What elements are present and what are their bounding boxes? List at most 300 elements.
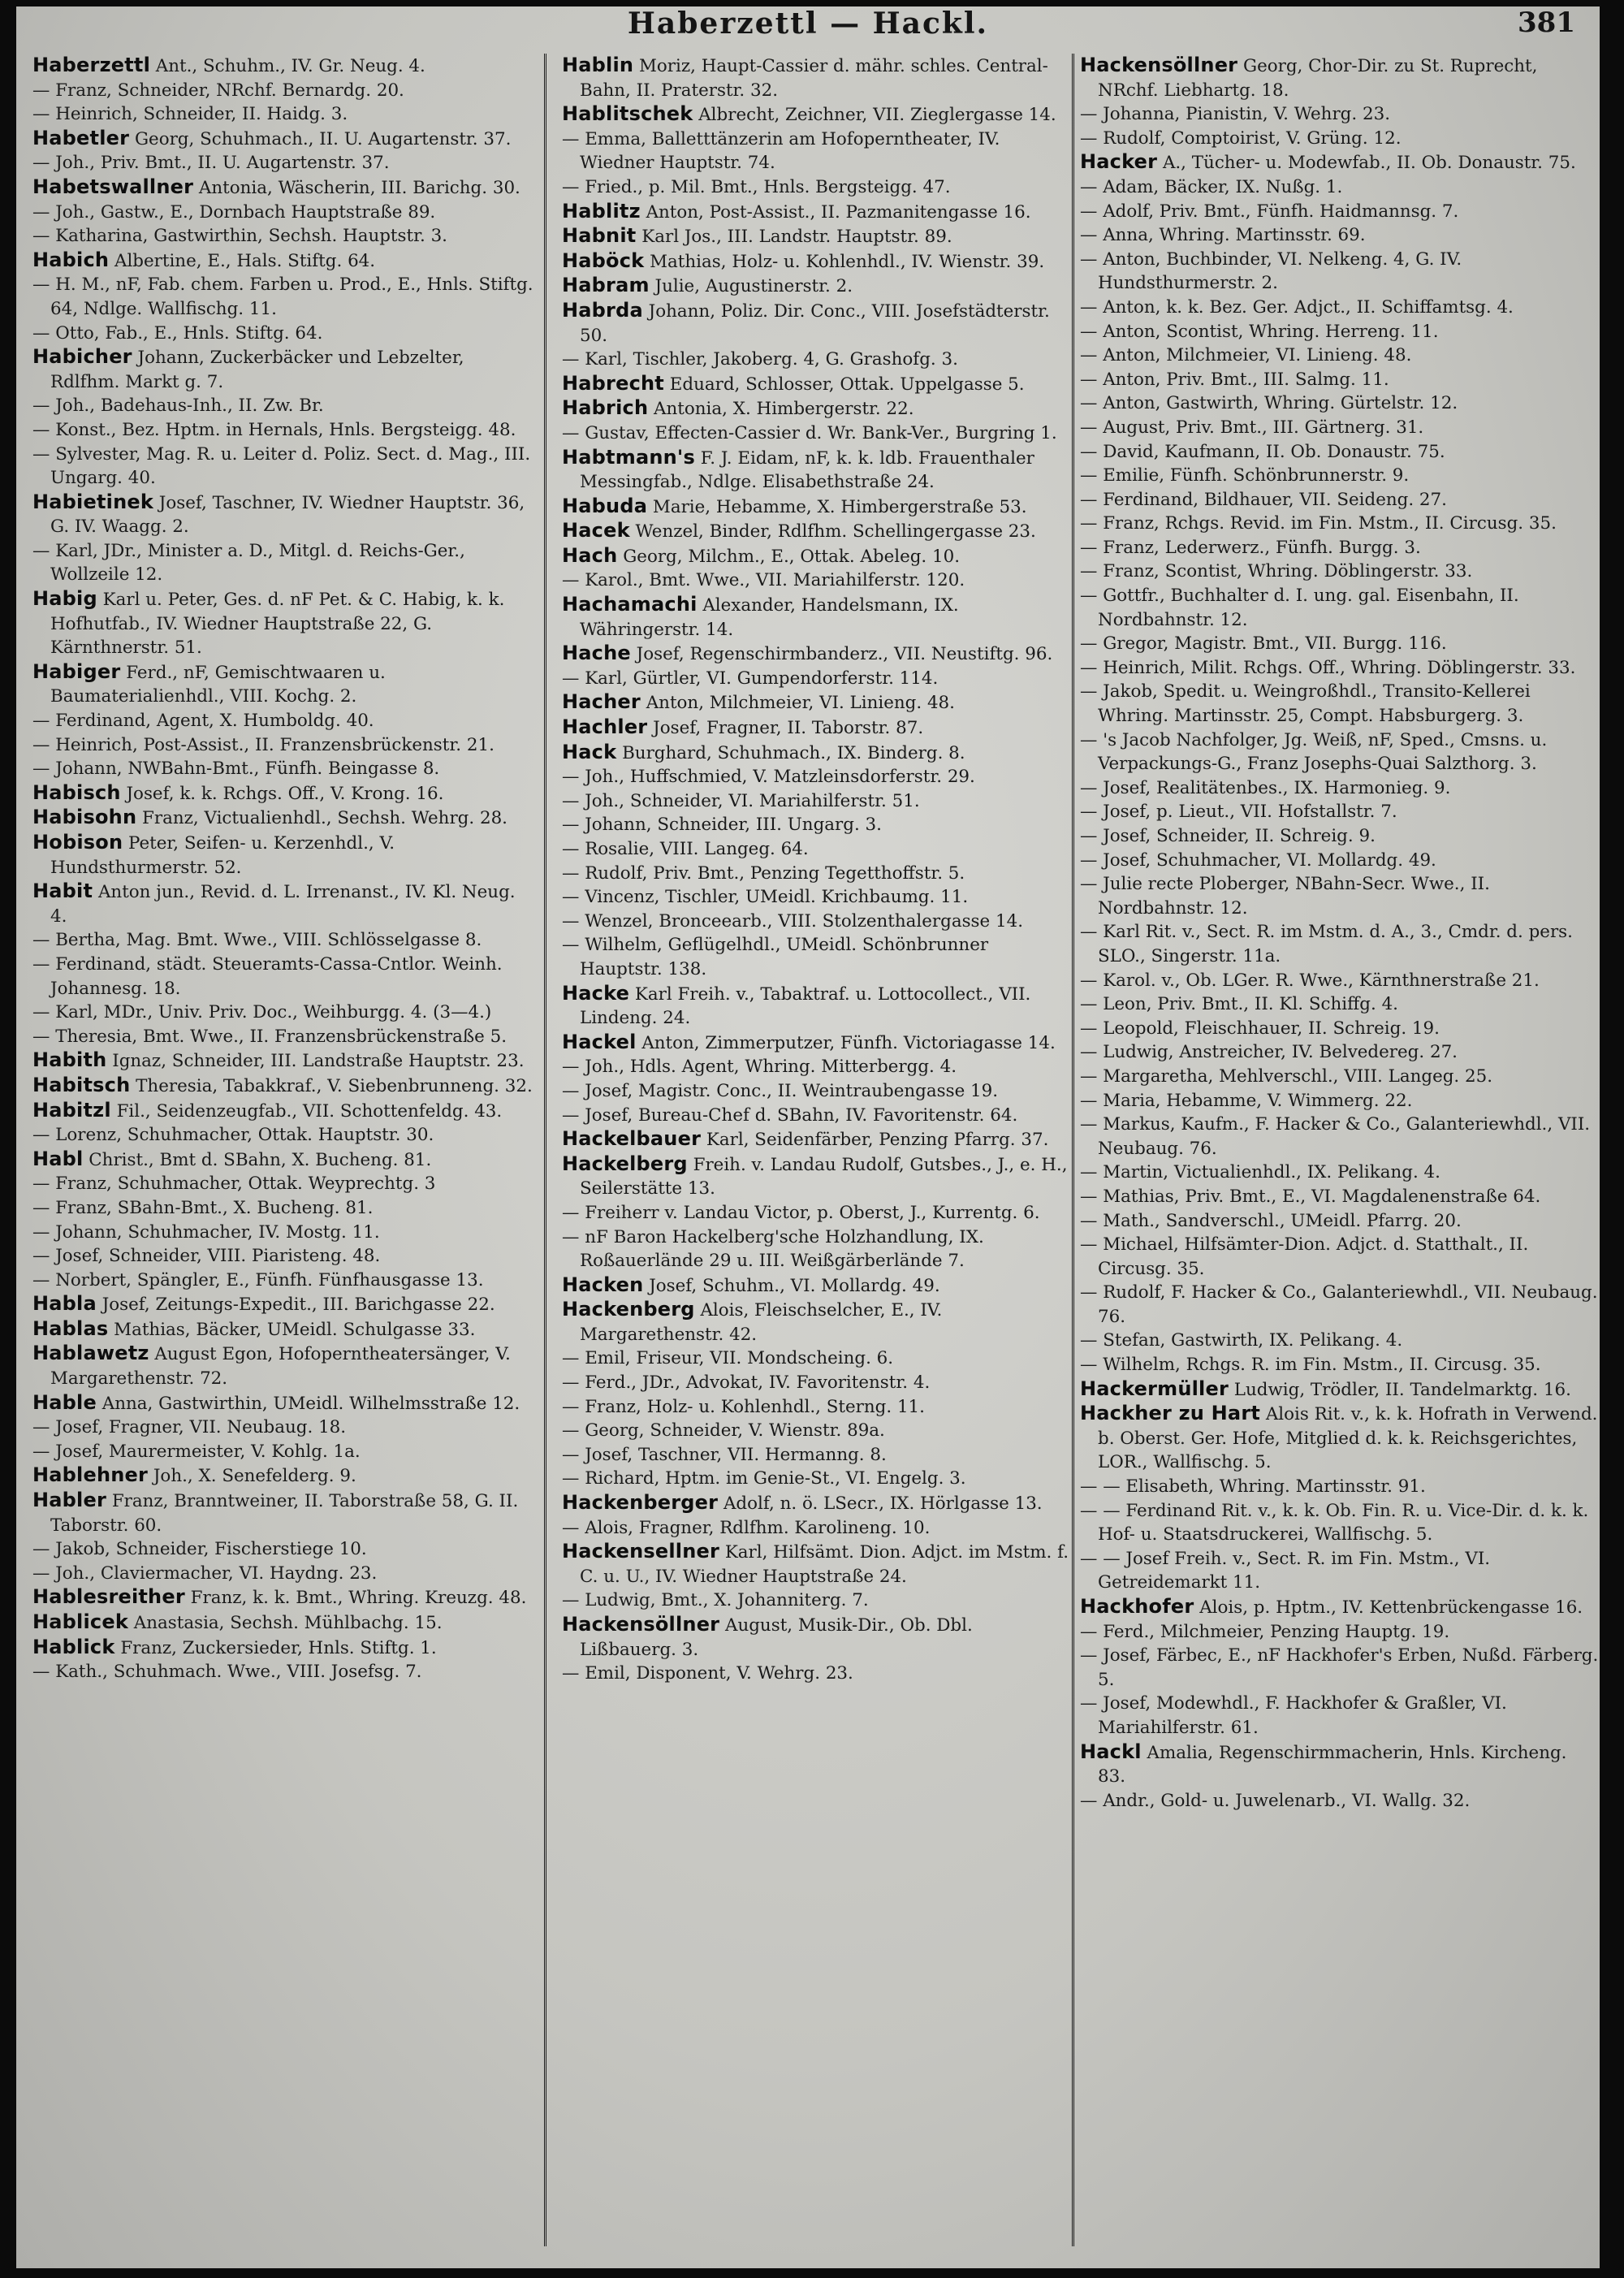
entry-details: — Josef, Schneider, VIII. Piaristeng. 48. <box>32 1246 381 1267</box>
directory-entry <box>562 765 1070 789</box>
directory-entry <box>32 928 536 953</box>
entry-surname: Haböck <box>562 249 645 272</box>
directory-entry <box>562 495 1070 520</box>
entry-surname: Habtmann's <box>562 445 695 469</box>
entry-details: — Heinrich, Schneider, II. Haidg. 3. <box>32 104 348 125</box>
directory-entry <box>1080 1644 1600 1692</box>
entry-surname: Habietinek <box>32 490 153 513</box>
directory-column-1 <box>32 54 536 2246</box>
entry-details: Antonia, Wäscherin, III. Barichg. 30. <box>193 177 520 198</box>
entry-surname: Hachamachi <box>562 593 698 616</box>
entry-details: — Karl Rit. v., Sect. R. im Mstm. d. A., 3., Cmdr. d. pers. SLO., Singerstr. 11a. <box>1080 922 1573 966</box>
entry-details: — Ferdinand, Bildhauer, VII. Seideng. 27. <box>1080 489 1447 510</box>
entry-details: — Josef, Schneider, II. Schreig. 9. <box>1080 826 1376 846</box>
entry-details: Josef, Fragner, II. Taborstr. 87. <box>647 718 924 739</box>
directory-entry <box>32 443 536 491</box>
directory-entry <box>562 862 1070 886</box>
directory-entry <box>32 491 536 539</box>
entry-details: Anton, Milchmeier, VI. Linieng. 48. <box>640 693 955 714</box>
directory-entry <box>1080 150 1600 175</box>
directory-entry <box>562 667 1070 691</box>
directory-entry <box>32 1317 536 1342</box>
directory-entry <box>32 539 536 587</box>
entry-details: — Otto, Fab., E., Hnls. Stiftg. 64. <box>32 322 323 344</box>
entry-details: — Josef, Bureau-Chef d. SBahn, IV. Favoritenstr. 64. <box>562 1104 1018 1126</box>
directory-entry <box>32 1196 536 1221</box>
entry-surname: Habl <box>32 1147 84 1170</box>
entry-surname: Hablitschek <box>562 102 693 126</box>
entry-surname: Habrda <box>562 298 643 322</box>
entry-details: — Richard, Hptm. im Genie-St., VI. Engelg. 3. <box>562 1468 966 1489</box>
entry-surname: Habitsch <box>32 1073 131 1096</box>
entry-details: — Markus, Kaufm., F. Hacker & Co., Galanteriewhdl., VII. Neubaug. 76. <box>1080 1114 1591 1159</box>
entry-details: Anton, Zimmerputzer, Fünfh. Victoriagasse 14. <box>636 1032 1056 1053</box>
entry-details: — Johann, Schneider, III. Ungarg. 3. <box>562 815 882 836</box>
entry-details: Marie, Hebamme, X. Himbergerstraße 53. <box>647 496 1027 517</box>
entry-details: Ferd., nF, Gemischtwaaren u. Baumaterialienhdl., VIII. Kochg. 2. <box>50 662 386 707</box>
entry-details: — Anton, Priv. Bmt., III. Salmg. 11. <box>1080 369 1389 390</box>
entry-details: — Josef, Fragner, VII. Neubaug. 18. <box>32 1417 347 1438</box>
entry-surname: Hackl <box>1080 1740 1142 1763</box>
entry-details: Josef, Schuhm., VI. Mollardg. 49. <box>643 1275 940 1296</box>
entry-details: Franz, k. k. Bmt., Whring. Kreuzg. 48. <box>184 1588 527 1609</box>
directory-entry <box>1080 1065 1600 1089</box>
entry-details: — 's Jacob Nachfolger, Jg. Weiß, nF, Sped., Cmsns. u. Verpackungs-G., Franz Josephs-Quai Salzthorg. 3. <box>1080 729 1548 775</box>
entry-details: — Anton, Scontist, Whring. Herreng. 11. <box>1080 321 1439 342</box>
entry-surname: Hablesreither <box>32 1585 185 1609</box>
entry-surname: Hablas <box>32 1316 109 1340</box>
entry-details: Freih. v. Landau Rudolf, Gutsbes., J., e. H., Seilerstätte 13. <box>580 1154 1068 1200</box>
entry-details: — Ferd., JDr., Advokat, IV. Favoritenstr. 4. <box>562 1372 931 1394</box>
entry-details: — Wenzel, Bronceearb., VIII. Stolzenthalergasse 14. <box>562 910 1023 932</box>
entry-surname: Hacke <box>562 981 630 1005</box>
directory-entry <box>32 1391 536 1416</box>
directory-page <box>16 6 1600 2268</box>
entry-details: — Joh., Priv. Bmt., II. U. Augartenstr. 37. <box>32 153 390 174</box>
directory-entry <box>1080 127 1600 151</box>
directory-entry <box>1080 1740 1600 1789</box>
directory-entry <box>32 345 536 394</box>
directory-entry <box>1080 344 1600 368</box>
directory-entry <box>1080 1233 1600 1281</box>
entry-details: Anna, Gastwirthin, UMeidl. Wilhelmsstraße 12. <box>96 1393 520 1414</box>
directory-entry <box>1080 1161 1600 1185</box>
entry-details: — Johanna, Pianistin, V. Wehrg. 23. <box>1080 104 1390 125</box>
directory-entry <box>32 781 536 806</box>
entry-details: — Josef, Maurermeister, V. Kohlg. 1a. <box>32 1441 361 1462</box>
entry-details: — Mathias, Priv. Bmt., E., VI. Magdalenenstraße 64. <box>1080 1186 1541 1207</box>
entry-surname: Hable <box>32 1390 97 1414</box>
entry-details: — Heinrich, Post-Assist., II. Franzensbrückenstr. 21. <box>32 734 495 755</box>
entry-surname: Hablawetz <box>32 1342 149 1365</box>
directory-entry <box>32 1562 536 1586</box>
directory-entry <box>562 885 1070 910</box>
entry-surname: Habith <box>32 1048 107 1072</box>
entry-details: Moriz, Haupt-Cassier d. mähr. schles. Central-Bahn, II. Praterstr. 32. <box>580 56 1048 101</box>
page-header <box>16 6 1600 49</box>
entry-details: Johann, Zuckerbäcker und Lebzelter, Rdlfhm. Markt g. 7. <box>50 348 464 392</box>
directory-entry <box>562 1225 1070 1273</box>
entry-details: — Josef, p. Lieut., VII. Hofstallstr. 7. <box>1080 802 1397 823</box>
entry-details: — Fried., p. Mil. Bmt., Hnls. Bergsteigg. 47. <box>562 176 951 197</box>
entry-details: Josef, Zeitungs-Expedit., III. Barichgasse 22. <box>96 1295 495 1316</box>
entry-details: Karl Jos., III. Landstr. Hauptstr. 89. <box>636 227 952 248</box>
entry-details: — Karol., Bmt. Wwe., VII. Mariahilferstr. 120. <box>562 570 965 591</box>
entry-surname: Hobison <box>32 831 123 854</box>
directory-entry <box>562 1273 1070 1299</box>
entry-details: — Adolf, Priv. Bmt., Fünfh. Haidmannsg. 7. <box>1080 201 1459 222</box>
entry-surname: Hackensöllner <box>1080 54 1238 76</box>
directory-entry <box>1080 1209 1600 1234</box>
directory-entry <box>562 789 1070 814</box>
directory-entry <box>32 1001 536 1025</box>
directory-entry <box>32 1025 536 1049</box>
directory-entry <box>32 587 536 660</box>
entry-details: — Franz, SBahn-Bmt., X. Bucheng. 81. <box>32 1197 374 1218</box>
entry-details: Wenzel, Binder, Rdlfhm. Schellingergasse 23. <box>629 521 1036 542</box>
directory-entry <box>32 1099 536 1124</box>
entry-details: Joh., X. Senefelderg. 9. <box>148 1466 356 1487</box>
directory-entry <box>32 1148 536 1173</box>
entry-surname: Hacker <box>1080 150 1158 174</box>
entry-details: — Karol. v., Ob. LGer. R. Wwe., Kärnthnerstraße 21. <box>1080 970 1540 991</box>
entry-surname: Hacher <box>562 690 641 714</box>
entry-details: — Karl, Tischler, Jakoberg. 4, G. Grashofg. 3. <box>562 349 958 370</box>
entry-details: Karl, Seidenfärber, Penzing Pfarrg. 37. <box>701 1130 1049 1151</box>
entry-surname: Hacek <box>562 519 630 542</box>
directory-entry <box>1080 776 1600 801</box>
directory-entry <box>562 1419 1070 1443</box>
directory-entry <box>1080 1017 1600 1041</box>
entry-details: — Joh., Gastw., E., Dornbach Hauptstraße 89. <box>32 201 436 223</box>
entry-details: — Georg, Schneider, V. Wienstr. 89a. <box>562 1420 885 1442</box>
directory-entry <box>1080 656 1600 681</box>
entry-surname: Hackensöllner <box>562 1613 720 1636</box>
entry-details: — Leopold, Fleischhauer, II. Schreig. 19. <box>1080 1018 1440 1039</box>
entry-surname: Hackenberger <box>562 1491 719 1515</box>
directory-column-2 <box>562 54 1070 2246</box>
entry-details: — Joh., Schneider, VI. Mariahilferstr. 51. <box>562 790 920 811</box>
entry-details: — Stefan, Gastwirth, IX. Pelikang. 4. <box>1080 1330 1403 1351</box>
entry-details: — Franz, Scontist, Whring. Döblingerstr. 33. <box>1080 561 1473 582</box>
entry-details: Georg, Milchm., E., Ottak. Abeleg. 10. <box>617 546 961 567</box>
directory-entry <box>32 1440 536 1464</box>
directory-entry <box>1080 1329 1600 1353</box>
directory-entry <box>1080 488 1600 512</box>
directory-entry <box>562 1371 1070 1395</box>
directory-entry <box>1080 1475 1600 1499</box>
entry-surname: Hablin <box>562 54 634 76</box>
directory-entry <box>562 1055 1070 1079</box>
entry-details: — Johann, Schuhmacher, IV. Mostg. 11. <box>32 1221 380 1243</box>
directory-entry <box>562 446 1070 495</box>
entry-details: — August, Priv. Bmt., III. Gärtnerg. 31. <box>1080 417 1424 438</box>
page-title: Haberzettl — Hackl. <box>627 6 989 41</box>
directory-entry <box>1080 54 1600 102</box>
directory-entry <box>1080 320 1600 344</box>
entry-details: Antonia, X. Himbergerstr. 22. <box>648 399 914 420</box>
entry-details: — Franz, Schuhmacher, Ottak. Weyprechtg. 3 <box>32 1174 436 1195</box>
directory-entry <box>562 1298 1070 1346</box>
entry-details: Theresia, Tabakkraf., V. Siebenbrunneng. 32. <box>130 1075 533 1096</box>
entry-surname: Hachler <box>562 715 648 739</box>
entry-details: — Ferdinand, städt. Steueramts-Cassa-Cntlor. Weinh. Johannesg. 18. <box>32 953 503 999</box>
entry-details: Albrecht, Zeichner, VII. Zieglergasse 14. <box>693 105 1056 126</box>
directory-entry <box>562 1613 1070 1662</box>
directory-entry <box>562 544 1070 569</box>
directory-entry <box>32 151 536 175</box>
directory-entry <box>1080 560 1600 584</box>
directory-entry <box>1080 800 1600 824</box>
directory-entry <box>562 568 1070 593</box>
entry-surname: Habla <box>32 1292 97 1316</box>
directory-entry <box>562 224 1070 249</box>
entry-details: — Ferd., Milchmeier, Penzing Hauptg. 19. <box>1080 1621 1450 1642</box>
entry-surname: Hablehner <box>32 1463 149 1487</box>
entry-details: — Karl, MDr., Univ. Priv. Doc., Weihburgg. 4. (3—4.) <box>32 1002 492 1023</box>
entry-surname: Habetswallner <box>32 175 194 198</box>
directory-entry <box>32 733 536 758</box>
entry-details: — Franz, Schneider, NRchf. Bernardg. 20. <box>32 80 404 101</box>
entry-details: — Math., Sandverschl., UMeidl. Pfarrg. 20. <box>1080 1210 1462 1231</box>
directory-entry <box>32 1416 536 1440</box>
entry-details: — Kath., Schuhmach. Wwe., VIII. Josefsg. 7. <box>32 1662 422 1683</box>
directory-entry <box>32 880 536 928</box>
directory-entry <box>32 1172 536 1196</box>
directory-entry <box>562 1516 1070 1541</box>
entry-details: Ant., Schuhm., IV. Gr. Neug. 4. <box>150 56 425 76</box>
directory-entry <box>1080 969 1600 993</box>
directory-entry <box>1080 728 1600 776</box>
entry-details: — Leon, Priv. Bmt., II. Kl. Schiffg. 4. <box>1080 994 1398 1015</box>
directory-entry <box>1080 1595 1600 1620</box>
entry-details: — Katharina, Gastwirthin, Sechsh. Hauptstr. 3. <box>32 226 447 247</box>
directory-entry <box>1080 1692 1600 1740</box>
directory-entry <box>32 1610 536 1636</box>
entry-details: — Anna, Whring. Martinsstr. 69. <box>1080 225 1366 246</box>
entry-surname: Hache <box>562 642 631 665</box>
directory-entry <box>32 201 536 225</box>
entry-details: Mathias, Holz- u. Kohlenhdl., IV. Wienstr. 39. <box>644 251 1045 272</box>
directory-entry <box>32 1123 536 1148</box>
entry-details: — Rudolf, Priv. Bmt., Penzing Tegetthoffstr. 5. <box>562 862 965 884</box>
entry-details: — David, Kaufmann, II. Ob. Donaustr. 75. <box>1080 441 1445 462</box>
directory-entry <box>562 128 1070 175</box>
directory-entry <box>32 1537 536 1562</box>
directory-entry <box>562 348 1070 372</box>
directory-entry <box>562 1079 1070 1104</box>
entry-details: F. J. Eidam, nF, k. k. ldb. Frauenthaler Messingfab., Ndlge. Elisabethstraße 24. <box>580 447 1034 493</box>
entry-details: Anastasia, Sechsh. Mühlbachg. 15. <box>127 1613 443 1633</box>
entry-details: — Margaretha, Mehlverschl., VIII. Langeg. 25. <box>1080 1066 1493 1087</box>
entry-details: Alois, Fleischselcher, E., IV. Margarethenstr. 42. <box>580 1300 943 1345</box>
entry-details: — Bertha, Mag. Bmt. Wwe., VIII. Schlösselgasse 8. <box>32 930 482 951</box>
directory-entry <box>1080 416 1600 440</box>
entry-details: Josef, Regenschirmbanderz., VII. Neustiftg. 96. <box>630 644 1053 665</box>
entry-details: Eduard, Schlosser, Ottak. Uppelgasse 5. <box>663 374 1025 395</box>
entry-details: — Konst., Bez. Hptm. in Hernals, Hnls. Bergsteigg. 48. <box>32 419 516 440</box>
entry-details: — Josef, Taschner, VII. Hermanng. 8. <box>562 1444 887 1465</box>
directory-entry <box>1080 248 1600 296</box>
entry-surname: Habisohn <box>32 806 137 829</box>
directory-entry <box>1080 512 1600 536</box>
entry-details: — Norbert, Spängler, E., Fünfh. Fünfhausgasse 13. <box>32 1269 484 1290</box>
entry-details: — Rosalie, VIII. Langeg. 64. <box>562 839 809 859</box>
directory-entry <box>32 1342 536 1390</box>
directory-entry <box>32 660 536 709</box>
entry-details: — Andr., Gold- u. Juwelenarb., VI. Wallg. 32. <box>1080 1790 1471 1811</box>
directory-entry <box>562 593 1070 642</box>
entry-details: Fil., Seidenzeugfab., VII. Schottenfeldg. 43. <box>110 1100 503 1122</box>
directory-entry <box>1080 824 1600 849</box>
entry-surname: Habler <box>32 1489 107 1512</box>
entry-details: — Sylvester, Mag. R. u. Leiter d. Poliz. Sect. d. Mag., III. Ungarg. 40. <box>32 443 531 489</box>
entry-surname: Hacken <box>562 1273 644 1296</box>
entry-details: — Josef, Schuhmacher, VI. Mollardg. 49. <box>1080 849 1436 871</box>
directory-entry <box>32 1489 536 1537</box>
entry-details: — Anton, Gastwirth, Whring. Gürtelstr. 12. <box>1080 393 1458 414</box>
directory-entry <box>1080 536 1600 560</box>
directory-entry <box>1080 1281 1600 1329</box>
entry-details: — Wilhelm, Rchgs. R. im Fin. Mstm., II. Circusg. 35. <box>1080 1355 1541 1376</box>
directory-entry <box>1080 1185 1600 1209</box>
directory-entry <box>1080 849 1600 873</box>
entry-surname: Hackelbauer <box>562 1127 702 1151</box>
directory-entry <box>1080 1377 1600 1403</box>
directory-entry <box>1080 680 1600 728</box>
entry-surname: Hach <box>562 543 618 567</box>
entry-surname: Habit <box>32 880 93 903</box>
directory-entry <box>562 200 1070 225</box>
entry-details: Mathias, Bäcker, UMeidl. Schulgasse 33. <box>108 1319 476 1340</box>
directory-entry <box>1080 102 1600 127</box>
entry-surname: Hackel <box>562 1030 637 1053</box>
directory-entry <box>562 1589 1070 1613</box>
entry-details: Anton, Post-Assist., II. Pazmanitengasse 16. <box>640 201 1031 223</box>
directory-entry <box>562 421 1070 446</box>
entry-details: Ludwig, Trödler, II. Tandelmarktg. 16. <box>1229 1379 1571 1400</box>
directory-entry <box>32 79 536 103</box>
entry-details: Amalia, Regenschirmmacherin, Hnls. Kircheng. 83. <box>1098 1742 1567 1787</box>
entry-details: August Egon, Hofopernthеatersänger, V. Margarethenstr. 72. <box>50 1344 511 1390</box>
directory-entry <box>1080 391 1600 416</box>
directory-column-3 <box>1080 54 1600 2246</box>
entry-surname: Habuda <box>562 494 648 517</box>
directory-entry <box>1080 1789 1600 1813</box>
directory-entry <box>32 127 536 152</box>
entry-surname: Hablitz <box>562 199 641 223</box>
entry-surname: Habram <box>562 274 650 297</box>
entry-surname: Habicher <box>32 345 132 369</box>
directory-entry <box>1080 872 1600 920</box>
directory-entry <box>32 418 536 443</box>
directory-entry <box>562 1443 1070 1468</box>
directory-entry <box>32 273 536 321</box>
directory-entry <box>562 274 1070 299</box>
entry-details: — Emil, Friseur, VII. Mondscheing. 6. <box>562 1348 894 1369</box>
entry-surname: Hablicek <box>32 1610 128 1633</box>
directory-entry <box>562 372 1070 397</box>
entry-details: Karl Freih. v., Tabaktraf. u. Lottocollect., VII. Lindeng. 24. <box>580 983 1031 1029</box>
entry-details: — Jakob, Schneider, Fischerstiege 10. <box>32 1539 367 1560</box>
directory-entry <box>562 396 1070 421</box>
directory-entry <box>32 249 536 274</box>
directory-entry <box>32 1636 536 1661</box>
directory-entry <box>1080 920 1600 968</box>
directory-entry <box>32 394 536 418</box>
entry-details: — Rudolf, Comptoirist, V. Grüng. 12. <box>1080 128 1402 149</box>
entry-details: — Joh., Huffschmied, V. Matzleinsdorferstr. 29. <box>562 767 975 788</box>
entry-details: — Ludwig, Anstreicher, IV. Belvedereg. 27. <box>1080 1042 1458 1063</box>
entry-surname: Habnit <box>562 224 637 248</box>
entry-details: — Wilhelm, Geflügelhdl., UMeidl. Schönbrunner Hauptstr. 138. <box>562 935 989 979</box>
entry-details: — Josef, Färbec, E., nF Hackhofer's Erben, Nußd. Färberg. 5. <box>1080 1645 1599 1690</box>
entry-details: — — Josef Freih. v., Sect. R. im Fin. Mstm., VI. Getreidemarkt 11. <box>1080 1548 1491 1593</box>
entry-details: — Joh., Claviermacher, VI. Haydng. 23. <box>32 1563 378 1584</box>
entry-surname: Hackensellner <box>562 1540 720 1563</box>
directory-entry <box>1080 464 1600 488</box>
directory-entry <box>32 1221 536 1245</box>
entry-details: Julie, Augustinerstr. 2. <box>649 276 853 297</box>
entry-details: — Martin, Victualienhdl., IX. Pelikang. 4. <box>1080 1162 1440 1183</box>
directory-entry <box>1080 992 1600 1017</box>
entry-surname: Habetler <box>32 126 130 149</box>
directory-entry <box>562 933 1070 981</box>
entry-details: — Franz, Holz- u. Kohlenhdl., Sterng. 11. <box>562 1396 925 1417</box>
directory-entry <box>32 1585 536 1610</box>
directory-entry <box>562 249 1070 274</box>
directory-entry <box>562 1152 1070 1201</box>
directory-entry <box>32 1660 536 1684</box>
entry-surname: Habitzl <box>32 1098 111 1122</box>
directory-entry <box>1080 296 1600 320</box>
directory-entry <box>562 715 1070 741</box>
directory-entry <box>562 982 1070 1031</box>
entry-details: Georg, Schuhmach., II. U. Augartenstr. 37. <box>129 128 512 149</box>
entry-details: Georg, Chor-Dir. zu St. Ruprecht, NRchf. Liebhartg. 18. <box>1098 56 1538 101</box>
entry-details: Christ., Bmt d. SBahn, X. Bucheng. 81. <box>83 1149 432 1170</box>
directory-entry <box>32 1463 536 1489</box>
directory-entry <box>32 1292 536 1317</box>
entry-details: — Gregor, Magistr. Bmt., VII. Burgg. 116. <box>1080 633 1447 655</box>
directory-entry <box>32 831 536 880</box>
entry-details: — Theresia, Bmt. Wwe., II. Franzensbrückenstraße 5. <box>32 1026 508 1047</box>
entry-details: Josef, k. k. Rchgs. Off., V. Krong. 16. <box>120 783 444 804</box>
entry-details: — Freiherr v. Landau Victor, p. Oberst, J., Kurrentg. 6. <box>562 1202 1040 1223</box>
directory-entry <box>562 837 1070 862</box>
entry-surname: Habrich <box>562 396 649 420</box>
entry-surname: Hackhofer <box>1080 1595 1194 1618</box>
entry-details: — Franz, Rchgs. Revid. im Fin. Mstm., II. Circusg. 35. <box>1080 513 1557 534</box>
entry-details: — Josef, Magistr. Conc., II. Weintraubengasse 19. <box>562 1080 999 1101</box>
entry-details: — Lorenz, Schuhmacher, Ottak. Hauptstr. 30. <box>32 1125 434 1146</box>
directory-entry <box>32 953 536 1001</box>
entry-surname: Hackermüller <box>1080 1377 1229 1400</box>
entry-details: — Joh., Hdls. Agent, Whring. Mitterbergg. 4. <box>562 1057 957 1078</box>
entry-details: Burghard, Schuhmach., IX. Binderg. 8. <box>616 742 965 763</box>
directory-entry <box>562 1201 1070 1225</box>
directory-entry <box>562 1540 1070 1589</box>
entry-details: Ignaz, Schneider, III. Landstraße Hauptstr. 23. <box>106 1051 525 1072</box>
directory-entry <box>32 175 536 201</box>
directory-entry <box>32 757 536 781</box>
directory-entry <box>1080 632 1600 656</box>
directory-entry <box>1080 1547 1600 1595</box>
entry-surname: Habrecht <box>562 371 664 395</box>
entry-details: — Alois, Fragner, Rdlfhm. Karolineng. 10. <box>562 1517 931 1538</box>
column-divider <box>544 54 546 2246</box>
directory-entry <box>1080 175 1600 200</box>
